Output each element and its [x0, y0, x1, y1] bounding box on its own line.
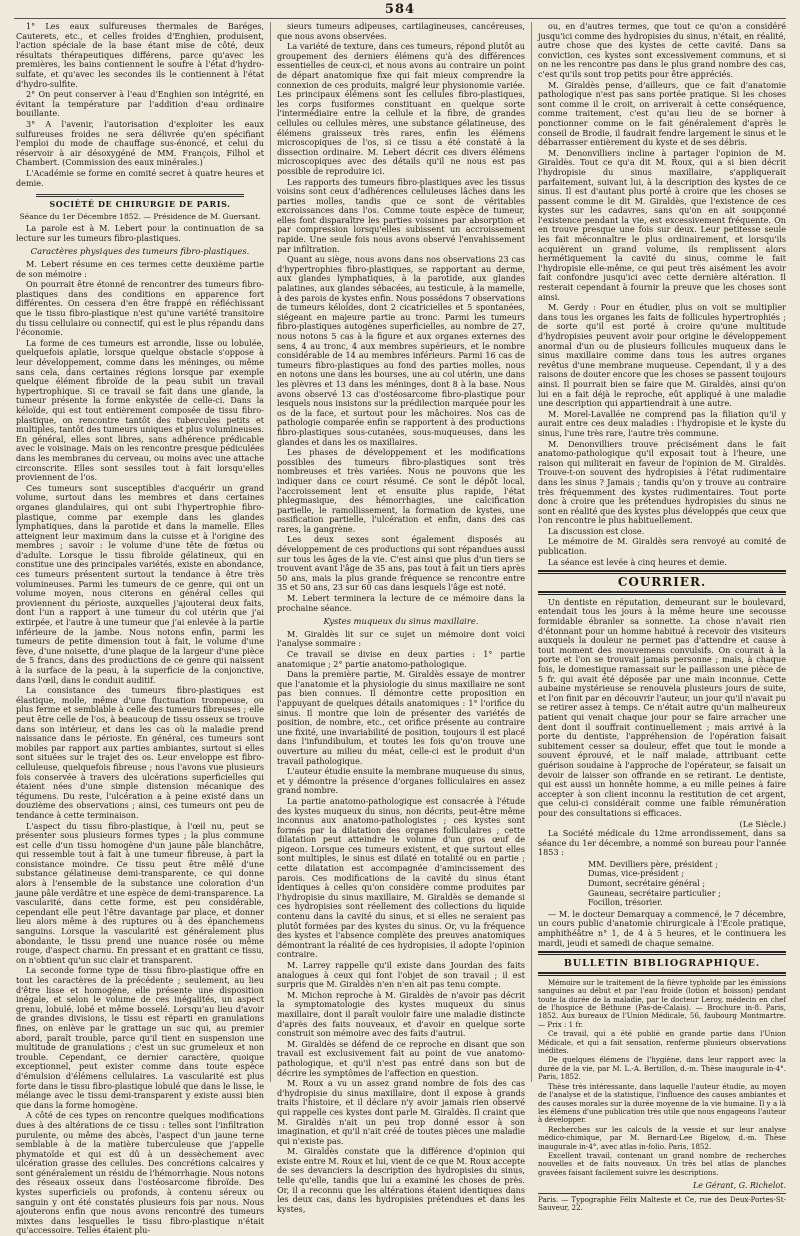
- paragraph: — M. le docteur Demarquay a commencé, le 7 décembre, un cours public d'anatomie chirurgicale à l'École pratique, amphithéâtre n° 1, de 4 à 5 heures, et le continuera les mardi, jeudi et samedi de chaque semaine.: [538, 908, 786, 948]
- footer-rule: [538, 1193, 786, 1194]
- column-rule: [531, 22, 532, 1082]
- society-title: SOCIÉTÉ DE CHIRURGIE DE PARIS.: [49, 199, 231, 210]
- section-divider: [538, 951, 786, 955]
- members-list: [588, 860, 786, 908]
- biblio-entry: Mémoire sur le traitement de la fièvre typhoïde par les émissions sanguines au début et par l'eau froide (lotion et boisson) pendant toute la durée de la maladie, par le docteur Leroy, médecin en chef de l'hospice de Béthune (Pas-de-Calais). — Brochure in-8. Paris, 1852. Aux bureaux de l'Union Médicale, 56, faubourg Montmartre. — Prix : 1 fr.: [538, 977, 786, 1029]
- biblio-title: BULLETIN BIBLIOGRAPHIQUE.: [563, 958, 761, 970]
- courrier-title: COURRIER.: [617, 575, 707, 590]
- paragraph: L'aspect du tissu fibro-plastique, à l'œil nu, peut se présenter sous plusieurs formes types ; la plus commune est celle d'un tissu homogène d'un jaune pâle blanchâtre, qui ressemble tout à fait à une tumeur fibreuse, à part la consistance moindre. Ce tissu peut être mêlé d'une substance gélatineuse demi-transparente, ce qui donne alors à l'ensemble de la substance une coloration d'un jaune pâle verdâtre et une espèce de demi-transparence. La vascularité, dans cette forme, est peu considérable, cependant elle peut l'être davantage par place, et donner lieu alors même à des ruptures ou à des épanchemens sanguins. Lorsque la vascularité est généralement plus abondante, le tissu prend une nuance rosée ou même rouge, d'aspect charnu. En pressant et en grattant ce tissu, on n'obtient qu'un suc clair et transparent.: [16, 820, 264, 965]
- paragraph: M. Giraldès se défend de ce reproche en disant que son travail est exclusivement fait au point de vue anatomo-pathologique, et qu'il n'est pas entré dans son but de décrire les symptômes de l'affection en question.: [277, 1038, 525, 1078]
- section-divider: [538, 570, 786, 574]
- paragraph: sieurs tumeurs adipeuses, cartilagineuses, cancéreuses, que nous avons observées.: [277, 21, 525, 41]
- paragraph: Dans la première partie, M. Giraldès essaye de montrer que l'anatomie et la physiologie du sinus maxillaire ne sont pas bien connues. Il démontre cette proposition en l'appuyant de quelques détails anatomiques : 1° l'orifice du sinus. Il montre que loin de présenter des variétés de position, de nombre, etc., cet orifice présente au contraire une fixité, une invariabilité de position, toujours il est placé dans l'infundibulum, et toutes les fois qu'on trouve une ouverture au milieu du méat, celle-ci est le produit d'un travail pathologique.: [277, 669, 525, 766]
- section-subtitle: Caractères physiques des tumeurs fibro-plastiques.: [30, 246, 250, 257]
- paragraph: On pourrait être étonné de rencontrer des tumeurs fibro-plastiques dans des conditions en apparence fort différentes. On cessera d'en être frappé en réfléchissant que le tissu fibro-plastique n'est qu'une variété transitoire du tissu cellulaire ou connectif, qui est le plus répandu dans l'économie.: [16, 279, 264, 338]
- paragraph: La partie anatomo-pathologique est consacrée à l'étude des kystes muqueux du sinus, non décrits, peut-être même inconnus aux anatomo-pathologistes ; ces kystes sont formés par la dilatation des organes folliculaires ; cette dilatation peut atteindre le volume d'un gros œuf de pigeon. Lorsque ces tumeurs existent, et que surtout elles sont multiples, le sinus est dilaté en totalité ou en partie ; cette dilatation est accompagnée d'amincissement des parois. Ces modifications de la cavité du sinus étant identiques à celles qu'on considère comme produites par l'hydropisie du sinus maxillaire, M. Giraldès se demande si ces hydropisies sont réellement des collections du liquide contenu dans la cavité du sinus, et si elles ne seraient pas plutôt formées par des kystes du sinus. Or, vu la fréquence des kystes et l'absence complète des preuves anatomiques démontrant la réalité de ces hydropisies, il adopte l'opinion contraire.: [277, 795, 525, 960]
- paragraph: La parole est à M. Lebert pour la continuation de sa lecture sur les tumeurs fibro-plastiques.: [16, 223, 264, 243]
- gerant-signature: Le Gérant, G. Richelot.: [692, 1181, 786, 1191]
- paragraph: M. Giraldès lit sur ce sujet un mémoire dont voici l'analyse sommaire :: [277, 628, 525, 649]
- biblio-entry: Recherches sur les calculs de la vessie et sur leur analyse médico-chimique, par M. Bernard-Lee Bigelow, d.-m. Thèse inaugurale in-4°, avec atlas in-folio. Paris, 1852.: [538, 1124, 786, 1151]
- paragraph: M. Lebert terminera la lecture de ce mémoire dans la prochaine séance.: [277, 593, 525, 613]
- printer-line: Paris. — Typographie Félix Malteste et Ce, rue des Deux-Portes-St-Sauveur, 22.: [538, 1194, 786, 1213]
- paragraph: La forme de ces tumeurs est arrondie, lisse ou lobulée, quelquefois aplatie, lorsque quelque obstacle s'oppose à leur développement, comme dans les méninges, ou même sans cela, dans certaines régions lorsque par exemple quelque élément fibroïde de la peau subit un travail hypertrophique. Si ce travail se fait dans une glande, la tumeur présente la forme enkystée de celle-ci. Dans la kéloïde, qui est tout entièrement composée de tissu fibro-plastique, on rencontre tantôt des tubercules petits et multiples, tantôt des tumeurs uniques et plus volumineuses. En général, elles sont libres, sans adhérence prédicable avec le voisinage. Mais on les rencontre presque pédiculées dans les membranes du cerveau, ou moins avec une attache circonscrite. Elles sont sessiles tout à fait lorsqu'elles proviennent de l'os.: [16, 337, 264, 483]
- member: Dumont, secrétaire général ;: [588, 879, 706, 889]
- section-subtitle: Kystes muqueux du sinus maxillaire.: [323, 616, 479, 627]
- biblio-note: Excellent travail, contenant un grand nombre de recherches nouvelles et de faits nouveaux. Un très bel atlas de planches gravées faisant facilement suivre les descriptions.: [538, 1150, 786, 1177]
- biblio-note: Ce travail, qui a été publié en grande partie dans l'Union Médicale, et qui a fait sensation, renferme plusieurs observations inédites.: [538, 1029, 786, 1056]
- session-line: Séance du 1er Décembre 1852. — Présidence de M. Guersant.: [19, 211, 261, 221]
- column-rule: [270, 22, 271, 1082]
- column-right: [538, 21, 786, 1213]
- paragraph: M. Giraldès constate que la différence d'opinion qui existe entre M. Roux et lui, vient de ce que M. Roux accepte de ses devanciers la description des hydropisies du sinus, telle qu'elle, tandis que lui a examiné les choses de près. Or, il a reconnu que les altérations étaient identiques dans les deux cas, dans les hydropisies prétendues et dans les kystes,: [277, 1146, 525, 1214]
- paragraph: Ces tumeurs sont susceptibles d'acquérir un grand volume, surtout dans les membres et dans certaines organes glandulaires, qui ont subi l'hypertrophie fibro-plastique, comme par exemple dans les glandes lymphatiques, dans la parotide et dans la mamelle. Elles atteignent leur maximum dans la cuisse et à l'origine des membres ; savoir : le volume d'une tête de fœtus ou d'adulte. Lorsque le tissu fibroïde gélatineux, qui en constitue une des principales variétés, existe en abondance, ces tumeurs présentent surtout la tendance à être très volumineuses. Parmi les tumeurs de ce genre, qui ont un volume moyen, nous citerons en général celles qui proviennent du périoste, auxquelles j'ajouterai deux faits, dont l'un a rapport à une tumeur du col utérin que j'ai extirpée, et l'autre à une tumeur que j'ai enlevée à la partie inférieure de la jambe. Nous notons enfin, parmi les tumeurs de petite dimension tout à fait, le volume d'une fève, d'une noisette, d'une plaque de la largeur d'une pièce de 5 francs, dans des productions de ce genre qui naissent à la surface de la peau, à la superficie de la conjonctive, dans l'œil, dans le conduit auditif.: [16, 482, 264, 685]
- paragraph: ou, en d'autres termes, que tout ce qu'on a considéré jusqu'ici comme des hydropisies du sinus, n'était, en réalité, autre chose que des kystes de cette cavité. Dans sa conviction, ces kystes sont excessivement communs, et si on ne les rencontre pas dans le plus grand nombre des cas, c'est qu'ils sont trop petits pour être appréciés.: [538, 21, 786, 79]
- column-left: [16, 21, 264, 1236]
- paragraph: M. Larrey rappelle qu'il existe dans Jourdan des faits analogues à ceux qui font l'objet de son travail ; il est surpris que M. Giraldès n'en n'en ait pas tenu compte.: [277, 960, 525, 990]
- source-credit: (Le Siècle.): [739, 818, 786, 829]
- member: MM. Devilliers père, président ;: [588, 859, 718, 869]
- page-number: 584: [384, 2, 416, 17]
- paragraph: 1° Les eaux sulfureuses thermales de Baréges, Cauterets, etc., et celles froides d'Enghien, produisent, l'action spéciale de la base étant mise de côté, deux résultats thérapeutiques différens, parce qu'avec les premières, les bains contiennent le soufre à l'état d'hydro-sulfate, et qu'avec les secondes ils le contiennent à l'état d'hydro-sulfite.: [16, 21, 264, 89]
- paragraph: M. Denonvilliers incline à partager l'opinion de M. Giraldès. Tout ce qu'a dit M. Roux, qui a si bien décrit l'hydropisie du sinus maxillaire, s'appliquerait parfaitement, suivant lui, à la description des kystes de ce sinus. Il est d'autant plus porté à croire que les choses se passent comme le dit M. Giraldès, que l'existence de ces kystes sur les cadavres, sans qu'on en ait soupçonné l'existence pendant la vie, est excessivement fréquente. On en trouve presque une fois sur deux. Leur petitesse seule les fait méconnaître le plus ordinairement, et lorsqu'ils acquièrent un grand volume, ils remplissent alors hermétiquement la cavité du sinus, comme le fait l'hydropisie elle-même, ce qui peut très aisément les avoir fait confondre jusqu'ici avec cette dernière altération. Il resterait cependant à fournir la preuve que les choses sont ainsi.: [538, 147, 786, 302]
- paragraph: M. Gerdy : Pour en étudier, plus on voit se multiplier dans tous les organes les faits de follicules hypertrophiés ; de sorte qu'il est porté à croire qu'une multitude d'hydropisies peuvent avoir pour origine le développement anormal d'un ou de plusieurs follicules muqueux dans le sinus maxillaire comme dans tous les autres organes revêtus d'une membrane muqueuse. Cependant, il y a des raisons de douter encore que les choses se passent toujours ainsi. Il pourrait bien se faire que M. Giraldès, ainsi qu'on lui en a fait déjà le reproche, eût appliqué à une maladie une description qui appartiendrait à une autre.: [538, 302, 786, 409]
- top-rule: [14, 18, 786, 19]
- paragraph: M. Morel-Lavallée ne comprend pas la filiation qu'il y aurait entre ces deux maladies : l'hydropisie et le kyste du sinus, l'une très rare, l'autre très commune.: [538, 408, 786, 438]
- paragraph: M. Denonvilliers trouve précisément dans le fait anatomo-pathologique qu'il exposait tout à l'heure, une raison qui militerait en faveur de l'opinion de M. Giraldès. Trouve-t-on souvent des hydropisies à l'état rudimentaire dans les sinus ? Jamais ; tandis qu'on y trouve au contraire très fréquemment des kystes rudimentaires. Tout porte donc à croire que les prétendues hydropisies du sinus ne sont en réalité que des kystes plus développés que ceux que l'on rencontre le plus habituellement.: [538, 438, 786, 526]
- section-divider: [538, 591, 786, 595]
- paragraph: La variété de texture, dans ces tumeurs, répond plutôt au groupement des derniers élémens qu'à des différences essentielles de ceux-ci, et nous avons au contraire un point de départ anatomique fixe qui fait mieux comprendre la connexion de ces produits, malgré leur physionomie variée. Les principaux élémens sont les cellules fibro-plastiques, les corps fusiformes constituant en quelque sorte l'intermédiaire entre la cellule et la fibre, de grandes cellules ou cellules mères, une substance gélatineuse, des élémens graisseux très rares, enfin les élémens microscopiques de l'os, si ce tissu a été constaté à la dissection ordinaire. M. Lebert décrit ces divers élémens microscopiques avec des détails qu'il ne nous est pas possible de reproduire ici.: [277, 41, 525, 176]
- paragraph: M. Lebert résume en ces termes cette deuxième partie de son mémoire :: [16, 259, 264, 279]
- member: Dumas, vice-président ;: [588, 869, 684, 879]
- member: Gauneau, secrétaire particulier ;: [588, 888, 721, 898]
- paragraph: La seconde forme type de tissu fibro-plastique offre en tout les caractères de la précédente ; seulement, au lieu d'être lisse et homogène, elle présente une disposition inégale, et selon le volume de ces inégalités, un aspect grenu, lobulé, lobé et même bosselé. Lorsqu'au lieu d'avoir de grandes divisions, le tissu est réparti en granulations fines, on enlève par le grattage un suc qui, au premier abord, paraît trouble, parce qu'il tient en suspension une multitude de granulations ; c'est un suc grumeleux et non trouble. Cependant, ce dernier caractère, quoique exceptionnel, peut exister comme dans toute espèce d'émulsion d'élémens cellulaires. La vascularité est plus forte dans le tissu fibro-plastique lobulé que dans le lisse, le mélange avec le tissu demi-transparent y existe aussi bien que dans la forme homogène.: [16, 965, 264, 1110]
- paragraph: 2° On peut conserver à l'eau d'Enghien son intégrité, en évitant la température par l'addition d'eau ordinaire bouillante.: [16, 89, 264, 119]
- section-divider: [538, 972, 786, 976]
- paragraph: Ce travail se divise en deux parties : 1° partie anatomique ; 2° partie anatomo-pathologique.: [277, 649, 525, 669]
- paragraph: Les phases de développement et les modifications possibles des tumeurs fibro-plastiques sont très nombreuses et très variées. Nous ne pouvons que les indiquer dans ce court résumé. Ce sont le dépôt local, l'accroissement lent et ensuite plus rapide, l'état phlegmasique, des hémorrhagies, une calcification partielle, le ramollissement, la formation de kystes, une ossification partielle, l'ulcération et enfin, dans des cas rares, la gangrène.: [277, 447, 525, 534]
- paragraph: La Société médicale du 12me arrondissement, dans sa séance du 1er décembre, a nommé son bureau pour l'année 1853 :: [538, 828, 786, 858]
- paragraph: M. Michon reproche à M. Giraldès de n'avoir pas décrit la symptomatologie des kystes muqueux du sinus maxillaire, dont il paraît vouloir faire une maladie distincte d'après des faits nouveaux, et d'avoir en quelque sorte construit son mémoire avec des faits d'autrui.: [277, 989, 525, 1039]
- paragraph: La séance est levée à cinq heures et demie.: [548, 556, 727, 567]
- section-divider: [36, 194, 244, 197]
- biblio-note: Thèse très intéressante, dans laquelle l'auteur étudie, au moyen de l'analyse et de la statistique, l'influence des causes ambiantes et des causes morales sur la durée moyenne de la vie humaine. Il y a là les élémens d'une publication très utile que nous engageons l'auteur à développer.: [538, 1081, 786, 1125]
- paragraph: La consistance des tumeurs fibro-plastiques est élastique, molle, même d'une fluctuation trompeuse, ou plus ferme et semblable à celle des tumeurs fibreuses ; elle peut être celle de l'os, à beaucoup de tissu osseux se trouve dans son intérieur, et dans les cas où la maladie prend naissance dans le périoste. En général, ces tumeurs sont mobiles par rapport aux parties ambiantes, surtout si elles sont situées sur le trajet des os. Leur enveloppe est fibro-celluleuse, quelquefois fibreuse ; nous l'avons vue plusieurs fois conservée à travers des ulcérations superficielles qui étaient nées d'une simple distension mécanique des tégumens. Du reste, l'ulcération a à peine existé dans un douzième des observations ; ainsi, ces tumeurs ont peu de tendance à cette terminaison.: [16, 685, 264, 820]
- paragraph: Le mémoire de M. Giraldès sera renvoyé au comité de publication.: [538, 536, 786, 557]
- paragraph: La discussion est close.: [548, 525, 645, 536]
- paragraph: 3° A l'avenir, l'autorisation d'exploiter les eaux sulfureuses froides ne sera délivrée qu'en spécifiant l'emploi du mode de chauffage sus-énoncé, et celui du réservoir à air désoxygéné de MM. François, Filhol et Chambert. (Commission des eaux minérales.): [16, 118, 264, 168]
- paragraph: Quant au siège, nous avons dans nos observations 23 cas d'hypertrophies fibro-plastiques, se rapportant au derme, aux glandes lymphatiques, à la parotide, aux glandes palatines, aux glandes sébacées, au testicule, à la mamelle, à des parois de kystes enfin. Nous possédons 7 observations de tumeurs kéloïdes, dont 2 cicatricielles et 5 spontanées, siégeant en majeure partie au tronc. Parmi les tumeurs fibro-plastiques autogènes superficielles, au nombre de 27, nous notons 5 cas à la figure et aux organes externes des sens, 4 au tronc, 4 aux membres supérieurs, et le nombre considérable de 14 au membres inférieurs. Parmi 16 cas de tumeurs fibro-plastiques au fond des parties molles, nous en notons une dans les bourses, une au col utérin, une dans les plèvres et 13 dans les méninges, dont 8 à la base. Nous avons observé 13 cas d'ostéosarcome fibro-plastique pour lesquels nous insistons sur la prédilection marquée pour les os de la face, et surtout pour les mâchoires. Nos cas de pathologie comparée enfin se rapportent à des productions fibro-plastiques sous-cutanées, sous-muqueuses, dans les glandes et dans les os maxillaires.: [277, 254, 525, 447]
- paragraph: Un dentiste en réputation, demeurant sur le boulevard, entendait tous les jours à la même heure une secousse formidable ébranler sa sonnette. La chose n'avait rien d'étonnant pour un homme habitué à recevoir des visiteurs auxquels la douleur ne permet pas d'attendre et cause à tout moment des mouvemens convulsifs. On courait à la porte et l'on se trouvait jamais personne ; mais, à chaque fois, le domestique ramassait sur le paillasson une pièce de 5 fr. qui avait été déposée par une main inconnue. Cette aubaine mystérieuse se renouvela plusieurs jours de suite, et l'on finit par en découvrir l'auteur, un jour qu'il n'avait pu se retirer assez à temps. Ce n'était autre qu'un malheureux patient qui venait chaque jour pour se faire arracher une dent dont il souffrait continuellement ; mais arrivé à la porte du dentiste, l'appréhension de l'opération faisait subitement cesser sa douleur, effet que tout le monde a souvent éprouvé, et le naïf malade, attribuant cette guérison soudaine à l'approche de l'opérateur, se faisait un devoir de laisser son offrande en se retirant. Le dentiste, qui est aussi un honnête homme, a eu mille peines à faire accepter à son client inconnu la restitution de cet argent, que celui-ci considérait comme une faible rémunération pour des consultations si efficaces.: [538, 596, 786, 818]
- paragraph: L'auteur étudie ensuite la membrane muqueuse du sinus, et y démontre la présence d'organes folliculaires en assez grand nombre.: [277, 766, 525, 796]
- member: Focillon, trésorier.: [588, 898, 663, 908]
- paragraph: Les deux sexes sont également disposés au développement de ces productions qui sont répandues aussi sur tous les âges de la vie. C'est ainsi que plus d'un tiers se trouvent avant l'âge de 35 ans, pas tout à fait un tiers après 50 ans, mais la plus grande fréquence se rencontre entre 35 et 50 ans, 23 sur 60 cas dans lesquels l'âge est noté.: [277, 534, 525, 593]
- paragraph: M. Giraldès pense, d'ailleurs, que ce fait d'anatomie pathologique n'est pas sans portée pratique. Si les choses sont comme il le croit, on arriverait à cette conséquence, comme traitement, c'est qu'au lieu de se borner à ponctionner comme on le fait généralement d'après le conseil de Brodie, il faudrait fendre largement le sinus et le débarrasser entièrement du kyste et de ses débris.: [538, 79, 786, 148]
- paragraph: A côté de ces types on rencontre quelques modifications dues à des altérations de ce tissu : telles sont l'infiltration purulente, ou même des abcès, l'aspect d'un jaune terne semblable à de la matière tuberculeuse que j'appelle phymatoïde et qui est dû à un dessèchement avec ulcération grasse des cellules. Des concrétions calcaires y sont généralement un résidu de l'hémorrhagie. Nous notons des réseaux osseux dans l'ostéosarcome fibroïde. Des kystes superficiels ou profonds, à contenu séreux ou sanguin y ont été constatés plusieurs fois par nous. Nous ajouterons enfin que nous avons rencontré des tumeurs mixtes dans lesquelles le tissu fibro-plastique n'était qu'accessoire. Telles étaient plu-: [16, 1110, 264, 1236]
- paragraph: Les rapports des tumeurs fibro-plastiques avec les tissus voisins sont ceux d'adhérences celluleuses lâches dans les parties molles, tandis que ce sont de véritables excroissances dans l'os. Comme toute espèce de tumeur, elles font disparaître les parties voisines par absorption et par compression lorsqu'elles subissent un accroissement rapide. Une seule fois nous avons observé l'envahissement par infiltration.: [277, 176, 525, 254]
- biblio-entry: De quelques élémens de l'hygiène, dans leur rapport avec la durée de la vie, par M. L.-A. Bertillon, d.-m. Thèse inaugurale in-4°. Paris, 1852.: [538, 1055, 786, 1082]
- paragraph: L'Académie se forme en comité secret à quatre heures et demie.: [16, 167, 264, 188]
- column-middle: [277, 21, 525, 1214]
- paragraph: M. Roux a vu un assez grand nombre de fois des cas d'hydropisie du sinus maxillaire, dont il expose à grands traits l'histoire, et il déclare n'y avoir jamais rien observé qui rappelle ces kystes dont parle M. Giraldès. Il craint que M. Giraldès n'ait un peu trop donné essor à son imagination, et qu'il n'ait créé de toutes pièces une maladie qui n'existe pas.: [277, 1078, 525, 1146]
